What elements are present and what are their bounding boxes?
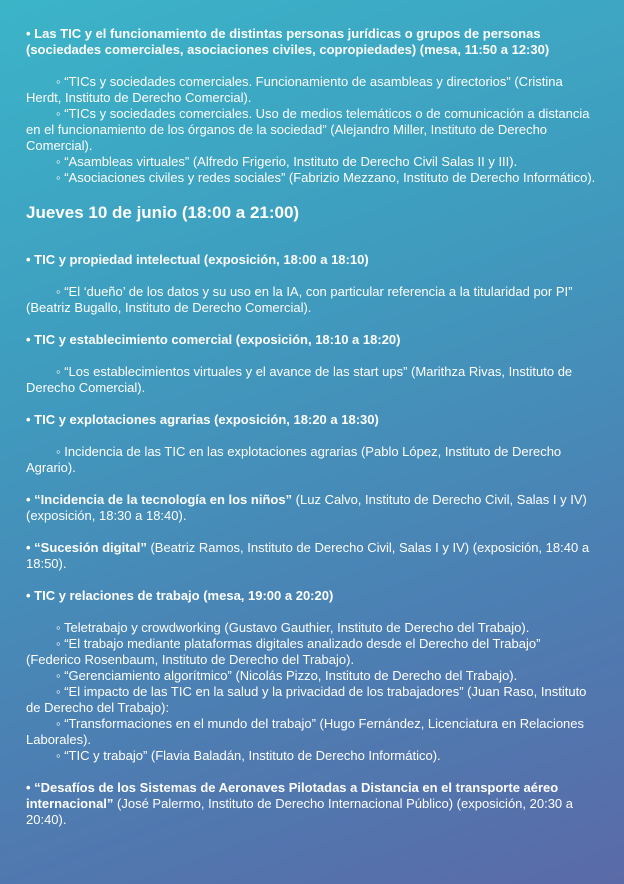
list-item: ◦ Incidencia de las TIC en las explotaciones agrarias (Pablo López, Instituto de Derecho Agrario). [26,444,562,475]
list-item: ◦ “El trabajo mediante plataformas digitales analizado desde el Derecho del Trabajo” (Federico Rosenbaum, Instituto de Derecho del Trabajo). [26,636,541,667]
section-aeronaves-pilotadas [26,780,598,828]
section-tecnologia-ninos [26,492,598,524]
list-item: ◦ “El ‘dueño’ de los datos y su uso en la IA, con particular referencia a la titularidad por PI” (Beatriz Bugallo, Instituto de Derecho Comercial). [26,284,573,315]
list-item: ◦ “Gerenciamiento algorítmico” (Nicolás Pizzo, Instituto de Derecho del Trabajo). [56,668,518,683]
list-item: ◦ “Transformaciones en el mundo del trabajo” (Hugo Fernández, Licenciatura en Relaciones Laborales). [26,716,585,747]
section-title: • “Desafíos de los Sistemas de Aeronaves Pilotadas a Distancia en el transporte aéreo internacional” [26,780,559,811]
section-details: (Beatriz Ramos, Instituto de Derecho Civil, Salas I y IV) (exposición, 18:40 a 18:50). [26,540,590,571]
list-item: ◦ “TICs y sociedades comerciales. Funcionamiento de asambleas y directorios” (Cristina Herdt, Instituto de Derecho Comercial). [26,74,563,105]
section-explotaciones-agrarias-heading: • TIC y explotaciones agrarias (exposición, 18:20 a 18:30) [26,412,379,427]
list-item: ◦ “TIC y trabajo” (Flavia Baladán, Instituto de Derecho Informático). [56,748,441,763]
section-sucesion-digital [26,540,598,572]
list-item: ◦ Teletrabajo y crowdworking (Gustavo Gauthier, Instituto de Derecho del Trabajo). [56,620,530,635]
section-relaciones-trabajo-heading: • TIC y relaciones de trabajo (mesa, 19:00 a 20:20) [26,588,334,603]
section-title: • “Incidencia de la tecnología en los niños” [26,492,293,507]
section-tic-personas-juridicas-heading: • Las TIC y el funcionamiento de distintas personas jurídicas o grupos de personas (sociedades comerciales, asociaciones civiles, copropiedades) (mesa, 11:50 a 12:30) [26,26,550,57]
list-item: ◦ “Los establecimientos virtuales y el avance de las start ups” (Marithza Rivas, Instituto de Derecho Comercial). [26,364,573,395]
section-title: • “Sucesión digital” [26,540,147,555]
list-item: ◦ “Asociaciones civiles y redes sociales” (Fabrizio Mezzano, Instituto de Derecho Informático). [56,170,596,185]
program-document [26,26,598,828]
list-item: ◦ “TICs y sociedades comerciales. Uso de medios telemáticos o de comunicación a distancia en el funcionamiento de los órganos de la sociedad” (Alejandro Miller, Instituto de Derecho Comercial). [26,106,590,153]
section-establecimiento-heading: • TIC y establecimiento comercial (exposición, 18:10 a 18:20) [26,332,401,347]
list-item: ◦ “Asambleas virtuales” (Alfredo Frigerio, Instituto de Derecho Civil Salas II y III). [56,154,518,169]
section-propiedad-intelectual-heading: • TIC y propiedad intelectual (exposición, 18:00 a 18:10) [26,252,369,267]
day-heading: Jueves 10 de junio (18:00 a 21:00) [26,203,300,222]
section-details: (Luz Calvo, Instituto de Derecho Civil, Salas I y IV) (exposición, 18:30 a 18:40). [26,492,587,523]
section-details: (José Palermo, Instituto de Derecho Internacional Público) (exposición, 20:30 a 20:40). [26,796,574,827]
list-item: ◦ “El impacto de las TIC en la salud y la privacidad de los trabajadores” (Juan Raso, Instituto de Derecho del Trabajo): [26,684,587,715]
